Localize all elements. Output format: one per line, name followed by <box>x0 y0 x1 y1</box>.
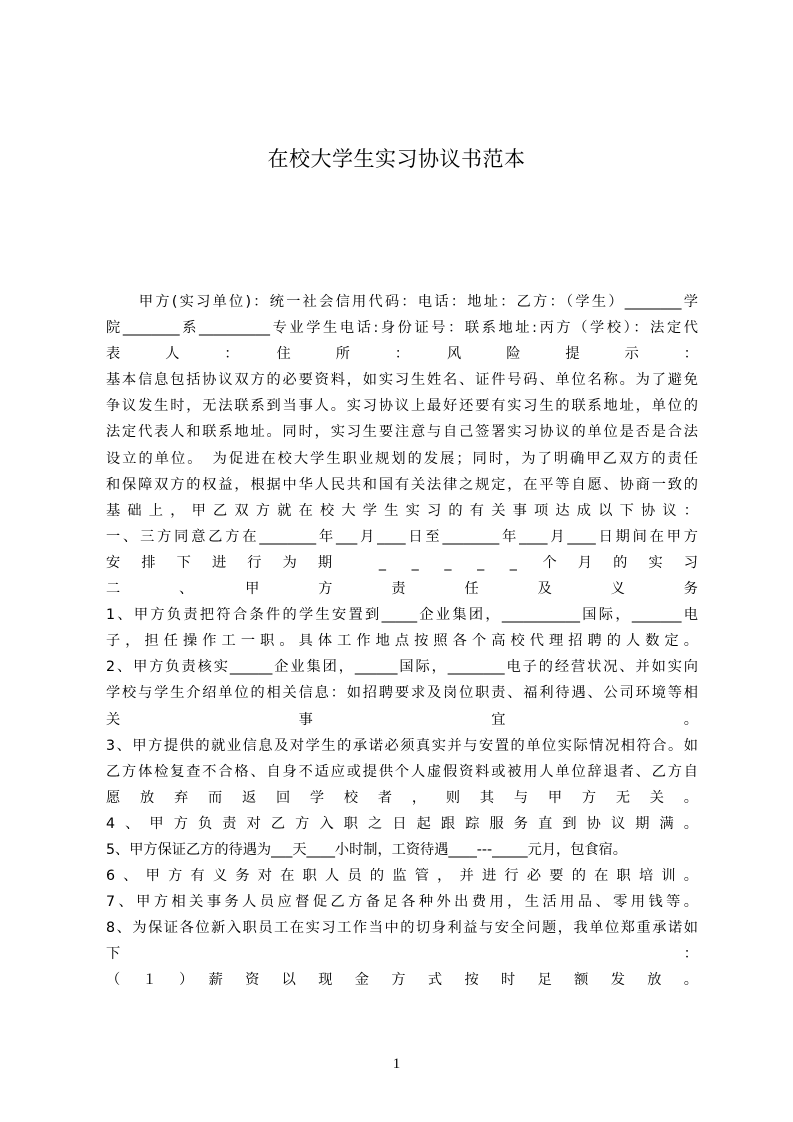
body-line: 设立的单位。 为促进在校大学生职业规划的发展；同时，为了明确甲乙双方的责任 <box>106 450 698 467</box>
body-line: 争议发生时，无法联系到当事人。实习协议上最好还要有实习生的联系地址，单位的 <box>106 398 698 415</box>
body-line: 基础上，甲乙双方就在校大学生实习的有关事项达成以下协议： <box>106 502 698 519</box>
body-line: 关 事 宜 。 <box>106 711 698 728</box>
section-heading: 二 、 甲 方 责 任 及 义 务 <box>106 581 698 598</box>
body-line: 乙方体检复查不合格、自身不适应或提供个人虚假资料或被用人单位辞退者、乙方自 <box>106 763 698 780</box>
body-line: 一、三方同意乙方在________年___月____日至________年____月____日期间在甲方 <box>106 528 698 545</box>
body-line: 7、甲方相关事务人员应督促乙方备足各种外出费用，生活用品、零用钱等。 <box>106 894 698 911</box>
body-line: （ １ ） 薪 资 以 现 金 方 式 按 时 足 额 发 放 。 <box>106 972 698 989</box>
body-line: 安排下进行为期 _ _ _ _ _ 个月的实习 <box>106 554 698 571</box>
body-line: 8、为保证各位新入职员工在实习工作当中的切身利益与安全问题，我单位郑重承诺如 <box>106 920 698 937</box>
body-line: 和保障双方的权益，根据中华人民共和国有关法律之规定，在平等自愿、协商一致的 <box>106 476 698 493</box>
body-line: 甲方(实习单位)：统一社会信用代码：电话：地址：乙方：（学生）________学 <box>106 294 698 310</box>
body-line: 2、甲方负责核实______企业集团，______国际，________电子的经营状况、并如实向 <box>106 659 698 676</box>
body-line: 基本信息包括协议双方的必要资料，如实习生姓名、证件号码、单位名称。为了避免 <box>106 372 698 389</box>
body-line: 4、甲方负责对乙方入职之日起跟踪服务直到协议期满。 <box>106 815 698 832</box>
document-body <box>106 289 698 994</box>
body-line: 愿放弃而返回学校者，则其与甲方无关。 <box>106 789 698 806</box>
body-line: 1、甲方负责把符合条件的学生安置到_____企业集团，___________国际，_______电 <box>106 607 698 624</box>
body-line: 下 ： <box>106 946 698 963</box>
body-line: 学校与学生介绍单位的相关信息：如招聘要求及岗位职责、福利待遇、公司环境等相 <box>106 685 698 702</box>
body-line: 3、甲方提供的就业信息及对学生的承诺必须真实并与安置的单位实际情况相符合。如 <box>106 737 698 754</box>
body-line: 5、甲方保证乙方的待遇为___天____小时制，工资待遇____---_____元月，包食宿。 <box>106 841 627 858</box>
body-line: 子，担任操作工一职。具体工作地点按照各个高校代理招聘的人数定。 <box>106 633 698 650</box>
body-line: 法定代表人和联系地址。同时，实习生要注意与自己签署实习协议的单位是否是合法 <box>106 424 698 441</box>
document-title: 在校大学生实习协议书范本 <box>267 147 526 171</box>
body-line: 表 人 ： 住 所 ： 风 险 提 示 ： <box>106 346 698 363</box>
body-line: 6、甲方有义务对在职人员的监管，并进行必要的在职培训。 <box>106 868 698 885</box>
page-number: 1 <box>392 1056 401 1072</box>
body-line: 院________系__________专业学生电话:身份证号：联系地址:丙方（学校）：法定代 <box>106 320 698 337</box>
